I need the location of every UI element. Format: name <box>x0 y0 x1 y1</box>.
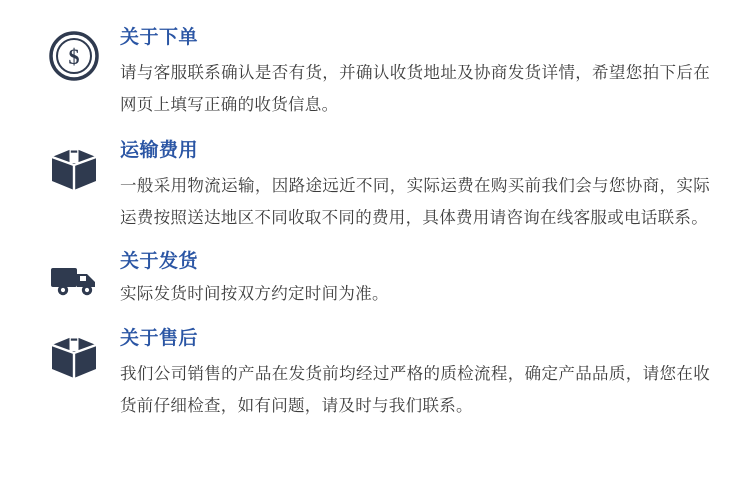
icon-container <box>48 26 120 82</box>
section-text <box>120 26 710 121</box>
section-text <box>120 139 710 234</box>
section-shipping-cost <box>48 139 710 234</box>
section-body: 请与客服联系确认是否有货，并确认收货地址及协商发货详情，希望您拍下后在网页上填写正确的收货信息。 <box>120 63 710 114</box>
section-title: 运输费用 <box>120 140 199 162</box>
package-box-icon <box>48 329 100 381</box>
section-text <box>120 327 710 422</box>
dollar-coin-icon <box>48 30 100 82</box>
section-body: 实际发货时间按双方约定时间为准。 <box>120 284 389 303</box>
icon-container <box>48 327 120 381</box>
section-body: 一般采用物流运输，因路途远近不同，实际运费在购买前我们会与您协商，实际运费按照送达地区不同收取不同的费用，具体费用请咨询在线客服或电话联系。 <box>120 176 710 227</box>
icon-container <box>48 139 120 193</box>
section-title: 关于发货 <box>120 251 199 273</box>
package-box-icon <box>48 141 100 193</box>
svg-text:$: $ <box>68 44 80 69</box>
section-title: 关于售后 <box>120 328 199 350</box>
section-after-sales <box>48 327 710 422</box>
section-text <box>120 250 710 307</box>
section-about-order <box>48 26 710 121</box>
section-title: 关于下单 <box>120 27 199 48</box>
section-about-delivery <box>48 250 710 307</box>
icon-container <box>48 250 120 306</box>
delivery-truck-icon <box>48 254 100 306</box>
section-body: 我们公司销售的产品在发货前均经过严格的质检流程，确定产品品质，请您在收货前仔细检查，如有问题，请及时与我们联系。 <box>120 364 710 415</box>
